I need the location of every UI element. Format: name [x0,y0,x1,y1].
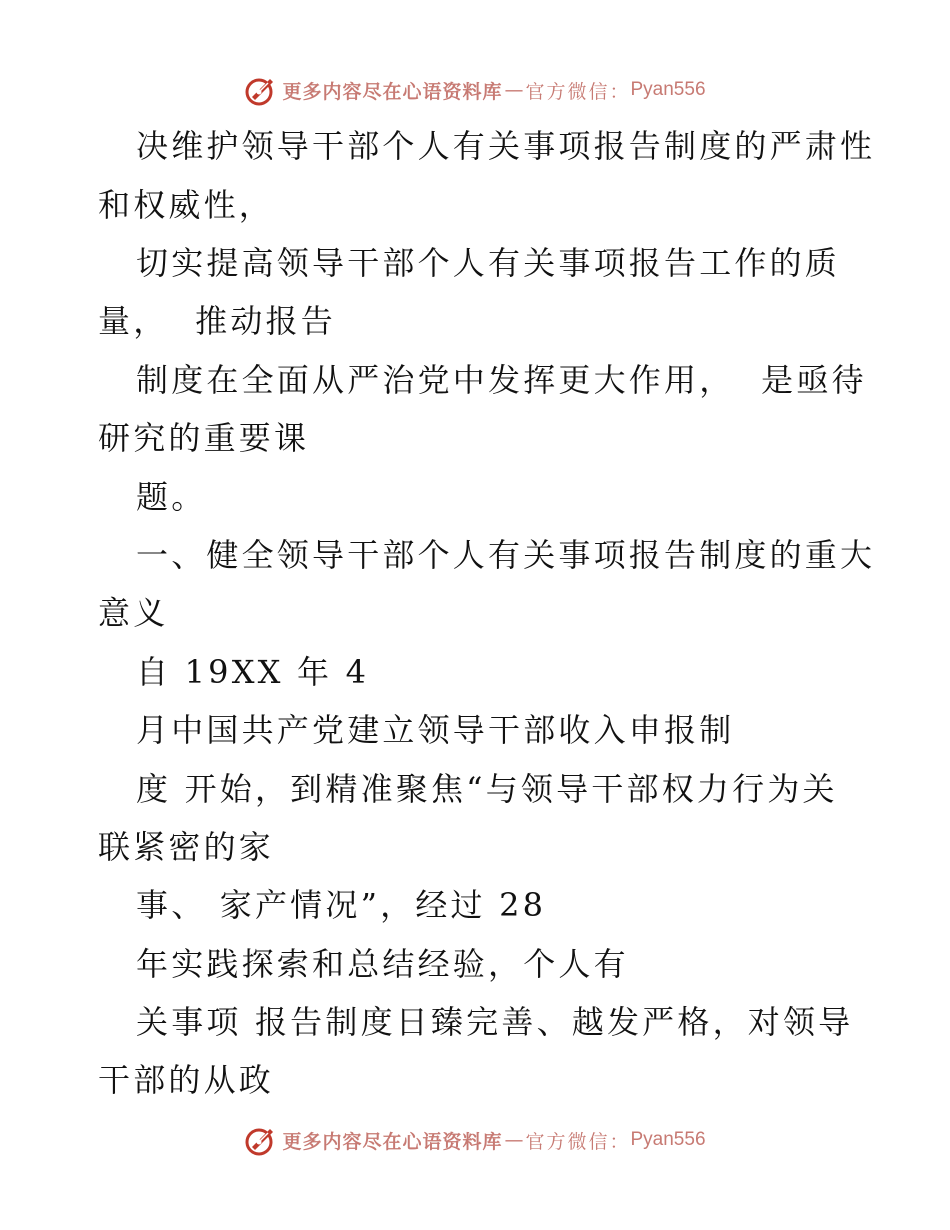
quill-logo-icon [244,1123,278,1157]
text-line: 和权威性， [98,186,275,224]
text-line: 研究的重要课 [98,419,310,457]
text-line: 度 开始，到精准聚焦“与领导干部权力行为关 [136,770,838,808]
text-line: 题。 [136,478,207,516]
watermark-dash: — [504,1129,524,1151]
text-line: 关事项 报告制度日臻完善、越发严格，对领导 [136,1003,854,1041]
watermark-text: 更多内容尽在心语资料库 [282,1130,503,1153]
section-heading: 一、健全领导干部个人有关事项报告制度的重大 [136,536,876,574]
watermark-id: Pyan556 [630,1129,706,1150]
text-line: 制度在全面从严治党中发挥更大作用， 是亟待 [136,361,867,399]
text-line: 年实践探索和总结经验，个人有 [136,945,629,983]
watermark-text: 更多内容尽在心语资料库 [282,80,503,103]
text-line: 决维护领导干部个人有关事项报告制度的严肃性 [136,127,876,165]
text-line: 切实提高领导干部个人有关事项报告工作的质 [136,244,841,282]
watermark-label: 官方微信： [525,1130,631,1153]
footer-watermark [0,1120,950,1160]
text-line: 意义 [98,594,169,632]
watermark-id: Pyan556 [630,79,706,100]
text-line: 事、 家产情况”，经过 28 [136,886,547,924]
text-line: 干部的从政 [98,1061,275,1099]
text-line: 自 19XX 年 4 [136,653,370,691]
text-line: 量， 推动报告 [98,302,336,340]
text-line: 联紧密的家 [98,828,275,866]
text-line: 月中国共产党建立领导干部收入申报制 [136,711,735,749]
watermark-label: 官方微信： [525,80,631,103]
watermark-dash: — [504,79,524,101]
